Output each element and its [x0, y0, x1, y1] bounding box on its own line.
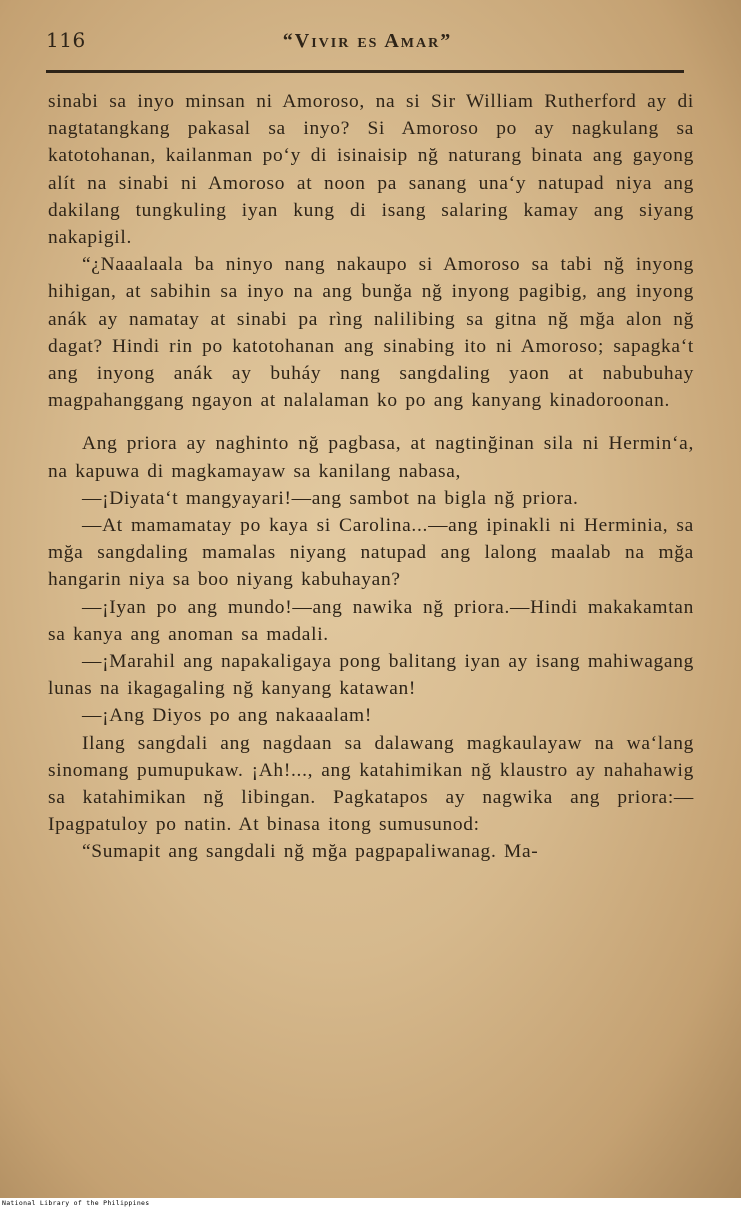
paragraph: —¡Ang Diyos po ang nakaaalam! — [82, 705, 372, 727]
paragraph: Ang priora ay naghinto nğ pagbasa, at nagtinğinan sila ni Hermin‘a, na kapuwa di magkamayaw sa kanilang nabasa, — [48, 433, 694, 482]
paragraph: Ilang sangdali ang nagdaan sa dalawang magkaulayaw na wa‘lang sinomang pumupukaw. ¡Ah!..., ang katahimikan nğ klaustro ay nahahawig sa katahimikan nğ libingan. Pagkatapos ay nagwika ang priora:—Ipagpatuloy po natin. At binasa itong sumusunod: — [48, 732, 694, 836]
paragraph: “Sumapit ang sangdali nğ mğa pagpapaliwanag. Ma- — [82, 841, 539, 863]
footer-credit: National Library of the Philippines — [2, 1199, 150, 1207]
page-number: 116 — [46, 28, 86, 52]
footer-bar — [0, 1198, 741, 1208]
page-header — [46, 28, 689, 68]
paragraph: —¡Marahil ang napakaligaya pong balitang iyan ay isang mahiwagang lunas na ikagagaling nğ kanyang katawan! — [48, 651, 694, 700]
paragraph: —¡Diyata‘t mangyayari!—ang sambot na bigla nğ priora. — [82, 487, 579, 509]
body-text — [48, 88, 694, 866]
running-title: “Vivir es Amar” — [282, 30, 453, 52]
paragraph: sinabi sa inyo minsan ni Amoroso, na si Sir William Rutherford ay di nagtatangkang pakasal sa inyo? Si Amoroso po ay nagkulang sa katotohanan, kailanman po‘y di isinaisip nğ naturang binata ang gayong alít na sinabi ni Amoroso at noon pa sanang una‘y natupad niya ang dakilang tungkuling iyan kung di isang salaring kamay ang siyang nakapigil. — [48, 91, 694, 249]
paragraph: —¡Iyan po ang mundo!—ang nawika nğ priora.—Hindi makakamtan sa kanya ang anoman sa madali. — [48, 596, 694, 645]
paragraph: “¿Naaalaala ba ninyo nang nakaupo si Amoroso sa tabi nğ inyong hihigan, at sabihin sa inyo na ang bunğa nğ inyong pagibig, ang inyong anák ay namatay at sinabi pa rìng nalilibing sa gitna nğ mğa alon nğ dagat? Hindi rin po katotohanan ang sinabing ito ni Amoroso; sapagka‘t ang inyong anák ay buháy nang sangdaling yaon at nabubuhay magpahanggang ngayon at nalalaman ko po ang kanyang kinadoroonan. — [48, 254, 694, 412]
paragraph: —At mamamatay po kaya si Carolina...—ang ipinakli ni Herminia, sa mğa sangdaling mamalas niyang natupad ang lalong maalab na mğa hangarin niya sa boo niyang kabuhayan? — [48, 515, 694, 591]
header-rule — [46, 70, 684, 73]
